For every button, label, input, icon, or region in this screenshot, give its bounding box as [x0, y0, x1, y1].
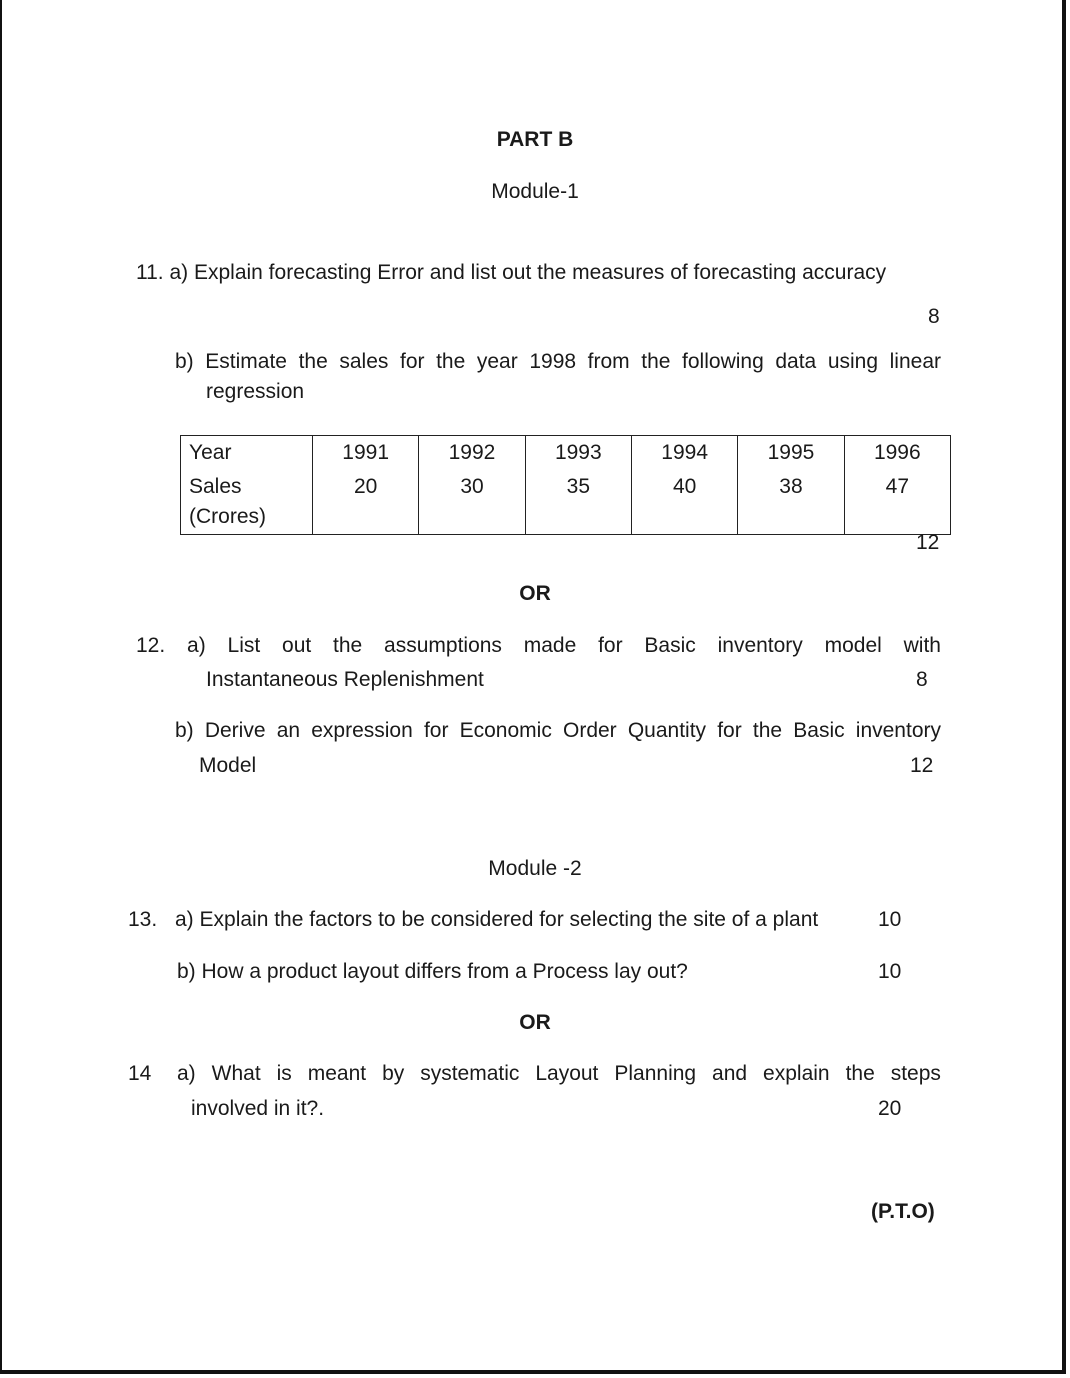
table-cell-year: 1994: [631, 436, 737, 471]
q14a-line2: involved in it?.: [191, 1097, 325, 1120]
q12a-word: a): [187, 634, 206, 657]
q13-number: 13.: [128, 908, 158, 931]
table-cell-year-label: Year: [181, 436, 313, 471]
q13a-marks: 10: [878, 908, 902, 931]
table-cell-sales: 38: [738, 470, 844, 535]
q12a-word: assumptions: [384, 634, 502, 657]
table-cell-sales: 35: [525, 470, 631, 535]
q14a-word: meant: [307, 1062, 367, 1085]
q14a-word: is: [276, 1062, 292, 1085]
table-cell-year: 1996: [844, 436, 950, 471]
q12a-word: List: [227, 634, 261, 657]
part-title: PART B: [496, 128, 574, 151]
q12a-word: model: [824, 634, 882, 657]
q14a-word: steps: [890, 1062, 941, 1085]
q11b-line1: b) Estimate the sales for the year 1998 from the following data using linear: [175, 350, 941, 373]
table-cell-sales: 20: [313, 470, 419, 535]
q14a-word: systematic: [420, 1062, 520, 1085]
q14a-word: explain: [763, 1062, 830, 1085]
q12b-line2: Model: [199, 754, 257, 777]
sales-unit-label: (Crores): [189, 505, 266, 528]
q12b-marks: 12: [910, 754, 934, 777]
q12b-line1: b) Derive an expression for Economic Order Quantity for the Basic inventory: [175, 719, 941, 742]
q11a-marks: 8: [928, 305, 940, 328]
table-cell-sales: 30: [419, 470, 525, 535]
q12a-line2: Instantaneous Replenishment: [206, 668, 484, 691]
q12a-word: made: [523, 634, 577, 657]
q12a-word: for: [598, 634, 623, 657]
table-cell-sales: 47: [844, 470, 950, 535]
q11b-line2: regression: [206, 380, 305, 403]
q14a-word: Layout: [535, 1062, 599, 1085]
table-cell-sales: 40: [631, 470, 737, 535]
q13a-text: a) Explain the factors to be considered for selecting the site of a plant: [175, 908, 819, 931]
pto-label: (P.T.O): [871, 1200, 935, 1223]
q13b-text: b) How a product layout differs from a Process lay out?: [177, 960, 688, 983]
sales-label: Sales: [189, 475, 242, 498]
q11b-marks: 12: [916, 531, 940, 554]
q12-number: 12.: [136, 634, 166, 657]
q14-number: 14: [128, 1062, 152, 1085]
q14a-word: What: [211, 1062, 261, 1085]
q14a-word: by: [382, 1062, 405, 1085]
q14a-word: the: [845, 1062, 875, 1085]
table-cell-sales-label: [181, 470, 313, 535]
module-1-title: Module-1: [491, 180, 579, 203]
table-cell-year: 1993: [525, 436, 631, 471]
q12a-word: out: [282, 634, 312, 657]
q12a-word: Basic: [644, 634, 696, 657]
table-cell-year: 1992: [419, 436, 525, 471]
or-separator-1: OR: [519, 582, 551, 605]
q12a-word: with: [903, 634, 941, 657]
q14a-word: a): [177, 1062, 196, 1085]
table-row-year: [181, 436, 951, 471]
q13b-marks: 10: [878, 960, 902, 983]
q12a-marks: 8: [916, 668, 928, 691]
q14a-word: and: [712, 1062, 748, 1085]
q12a-word: inventory: [717, 634, 803, 657]
table-cell-year: 1991: [313, 436, 419, 471]
q11a-text: 11. a) Explain forecasting Error and list out the measures of forecasting accuracy: [136, 261, 887, 284]
sales-data-table: [180, 435, 951, 535]
module-2-title: Module -2: [488, 857, 582, 880]
table-cell-year: 1995: [738, 436, 844, 471]
q14a-word: Planning: [614, 1062, 697, 1085]
q12a-word: the: [333, 634, 363, 657]
q12a-line1: [136, 634, 941, 658]
q14a-line1: [177, 1062, 941, 1086]
or-separator-2: OR: [519, 1011, 551, 1034]
table-row-sales: [181, 470, 951, 535]
q14a-marks: 20: [878, 1097, 902, 1120]
